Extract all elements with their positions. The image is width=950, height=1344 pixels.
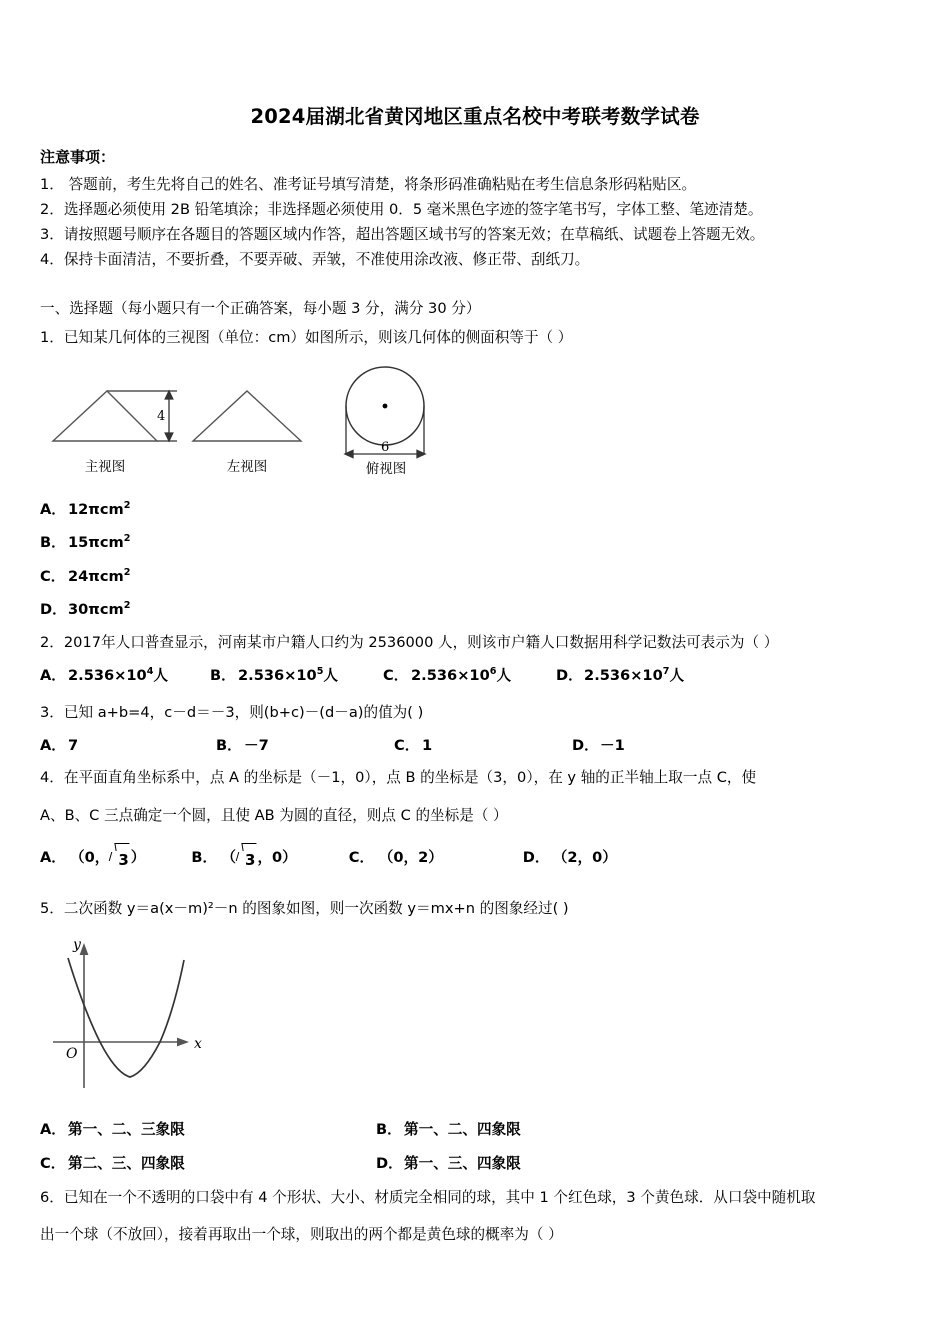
- question-1-options-b: [40, 530, 920, 556]
- option-exponent: 4: [146, 666, 154, 678]
- question-4-stem-line2: A、B、C 三点确定一个圆，且使 AB 为圆的直径，则点 C 的坐标是（ ）: [40, 807, 508, 824]
- option-letter: A．: [40, 667, 66, 684]
- option-letter: A．: [40, 849, 66, 866]
- question-4-options: [40, 845, 920, 872]
- option-letter: D．: [556, 667, 583, 684]
- option-letter: B．: [216, 737, 242, 754]
- radicand: 3: [245, 851, 256, 869]
- option-text[interactable]: （2，0）: [552, 849, 617, 866]
- question-5: [40, 896, 920, 922]
- notice-line-2: 2．选择题必须使用 2B 铅笔填涂；非选择题必须使用 0．5 毫米黑色字迹的签字笔书写，字体工整、笔迹清楚。: [40, 201, 763, 218]
- option-row[interactable]: [40, 497, 920, 523]
- question-6-number: 6．: [40, 1189, 64, 1206]
- question-3-options: [40, 733, 920, 759]
- question-6-stem-line1: 已知在一个不透明的口袋中有 4 个形状、大小、材质完全相同的球，其中 1 个红色球，3 个黄色球．从口袋中随机取: [63, 1189, 816, 1206]
- option-text[interactable]: 第一、二、四象限: [404, 1121, 521, 1138]
- option-letter: C．: [383, 667, 409, 684]
- option-text[interactable]: 2.536×10: [411, 667, 490, 684]
- notice-line-1: 1． 答题前，考生先将自己的姓名、准考证号填写清楚，将条形码准确粘贴在考生信息条形码粘贴区。: [40, 176, 697, 193]
- question-5-number: 5．: [40, 900, 64, 917]
- option-text[interactable]: 第一、二、三象限: [68, 1121, 185, 1138]
- option-letter: D．: [376, 1155, 403, 1172]
- question-6-line2: [40, 1222, 920, 1248]
- option-letter: B．: [210, 667, 236, 684]
- option-letter: C．: [40, 568, 66, 585]
- page-title: 2024届湖北省黄冈地区重点名校中考联考数学试卷: [250, 105, 700, 128]
- x-axis-label: x: [194, 1036, 202, 1052]
- option-exponent: 2: [123, 567, 131, 579]
- option-suffix: ）: [130, 849, 146, 866]
- origin-label: O: [66, 1046, 78, 1062]
- option-exponent: 2: [123, 533, 131, 545]
- option-suffix: ，0）: [257, 849, 297, 866]
- parabola-graph: [48, 930, 268, 1105]
- top-view-caption: 俯视图: [365, 461, 407, 477]
- question-1-figure: [45, 358, 435, 478]
- option-text: 12πcm: [68, 501, 124, 518]
- question-6: [40, 1185, 920, 1211]
- radicand: 3: [118, 851, 129, 869]
- option-letter: A．: [40, 1121, 66, 1138]
- question-2: [40, 630, 920, 656]
- option-text[interactable]: [221, 849, 297, 869]
- question-3-number: 3．: [40, 704, 64, 721]
- option-letter: D．: [522, 849, 550, 866]
- notice-line-4: 4．保持卡面清洁，不要折叠，不要弄破、弄皱，不准使用涂改液、修正带、刮纸刀。: [40, 251, 590, 268]
- option-letter: B．: [376, 1121, 402, 1138]
- option-text[interactable]: （0，2）: [378, 849, 443, 866]
- question-2-stem: 2017年人口普查显示，河南某市户籍人口约为 2536000 人，则该市户籍人口数据用科学记数法可表示为（ ）: [63, 634, 779, 651]
- option-exponent: 2: [123, 600, 131, 612]
- question-2-number: 2．: [40, 634, 64, 651]
- option-row[interactable]: [40, 597, 920, 623]
- option-text[interactable]: 第二、三、四象限: [68, 1155, 185, 1172]
- option-letter: C．: [348, 849, 375, 866]
- option-unit: 人: [323, 667, 339, 684]
- option-text[interactable]: 2.536×10: [68, 667, 147, 684]
- question-4-line2: [40, 803, 920, 829]
- question-1-options-d: [40, 597, 920, 623]
- option-text: 15πcm: [68, 534, 124, 551]
- x-axis-arrow: [177, 1038, 189, 1047]
- notice-heading: 注意事项：: [40, 148, 116, 166]
- question-3-stem: 已知 a+b=4，c－d＝－3，则(b+c)－(d－a)的值为( ): [63, 704, 424, 721]
- front-view-caption: 主视图: [84, 459, 126, 475]
- option-exponent: 7: [662, 666, 670, 678]
- y-axis-label: y: [73, 937, 81, 953]
- option-text[interactable]: 2.536×10: [584, 667, 663, 684]
- option-text[interactable]: 第一、三、四象限: [404, 1155, 521, 1172]
- option-row-group: [40, 1117, 920, 1143]
- question-1-stem: 已知某几何体的三视图（单位：cm）如图所示，则该几何体的侧面积等于（ ）: [63, 329, 573, 346]
- option-exponent: 2: [123, 500, 131, 512]
- diameter-dimension-label-6: 6: [381, 440, 390, 455]
- option-letter: C．: [394, 737, 420, 754]
- square-root-icon: [236, 846, 257, 872]
- option-exponent: 5: [316, 666, 324, 678]
- side-view-shape: [193, 391, 301, 441]
- question-6-stem-line2: 出一个球（不放回），接着再取出一个球，则取出的两个都是黄色球的概率为（ ）: [40, 1226, 563, 1243]
- section-heading: 一、选择题（每小题只有一个正确答案，每小题 3 分，满分 30 分）: [40, 300, 481, 317]
- option-row[interactable]: [40, 530, 920, 556]
- option-text: 24πcm: [68, 568, 124, 585]
- notice-line-3: 3．请按照题号顺序在各题目的答题区域内作答，超出答题区域书写的答案无效；在草稿纸、试题卷上答题无效。: [40, 226, 765, 243]
- option-row-group: [40, 663, 920, 689]
- option-exponent: 6: [489, 666, 497, 678]
- question-1-options-c: [40, 564, 920, 590]
- option-unit: 人: [669, 667, 685, 684]
- option-prefix: （: [221, 849, 236, 866]
- option-text[interactable]: 1: [422, 737, 433, 754]
- question-1-options: [40, 497, 920, 523]
- parabola-curve: [68, 958, 184, 1077]
- option-letter: D．: [40, 601, 67, 618]
- option-row[interactable]: [40, 564, 920, 590]
- top-view-shape: [346, 367, 424, 445]
- height-dimension-label-4: 4: [157, 409, 166, 424]
- question-4-stem-line1: 在平面直角坐标系中，点 A 的坐标是（－1，0），点 B 的坐标是（3，0），在 y 轴的正半轴上取一点 C，使: [63, 769, 757, 786]
- question-1-number: 1．: [40, 329, 64, 346]
- option-row-group: [40, 845, 920, 872]
- option-text: 30πcm: [68, 601, 124, 618]
- option-letter: A．: [40, 737, 66, 754]
- option-letter: B．: [40, 534, 66, 551]
- option-unit: 人: [496, 667, 512, 684]
- option-unit: 人: [153, 667, 169, 684]
- question-5-figure: [48, 930, 268, 1105]
- option-letter: A．: [40, 501, 66, 518]
- option-letter: C．: [40, 1155, 66, 1172]
- side-view-caption: 左视图: [226, 459, 268, 475]
- option-row-group: [40, 1151, 920, 1177]
- option-text[interactable]: 7: [68, 737, 79, 754]
- question-2-options: [40, 663, 920, 689]
- question-5-options-row1: [40, 1117, 920, 1143]
- option-row-group: [40, 733, 920, 759]
- height-dimension-arrow: [165, 391, 173, 441]
- option-text[interactable]: －1: [600, 737, 625, 754]
- question-5-options-row2: [40, 1151, 920, 1177]
- option-text[interactable]: 2.536×10: [238, 667, 317, 684]
- option-text[interactable]: －7: [244, 737, 269, 754]
- option-letter: D．: [572, 737, 599, 754]
- question-4: [40, 765, 920, 791]
- question-1: [40, 325, 920, 351]
- square-root-icon: [109, 846, 130, 872]
- question-4-number: 4．: [40, 769, 64, 786]
- question-3: [40, 700, 920, 726]
- option-prefix: （0，: [70, 849, 110, 866]
- option-text[interactable]: [70, 849, 146, 869]
- option-letter: B．: [191, 849, 218, 866]
- question-5-stem: 二次函数 y＝a(x－m)²－n 的图象如图，则一次函数 y＝mx+n 的图象经过( ): [63, 900, 569, 917]
- notice-block: [40, 146, 920, 272]
